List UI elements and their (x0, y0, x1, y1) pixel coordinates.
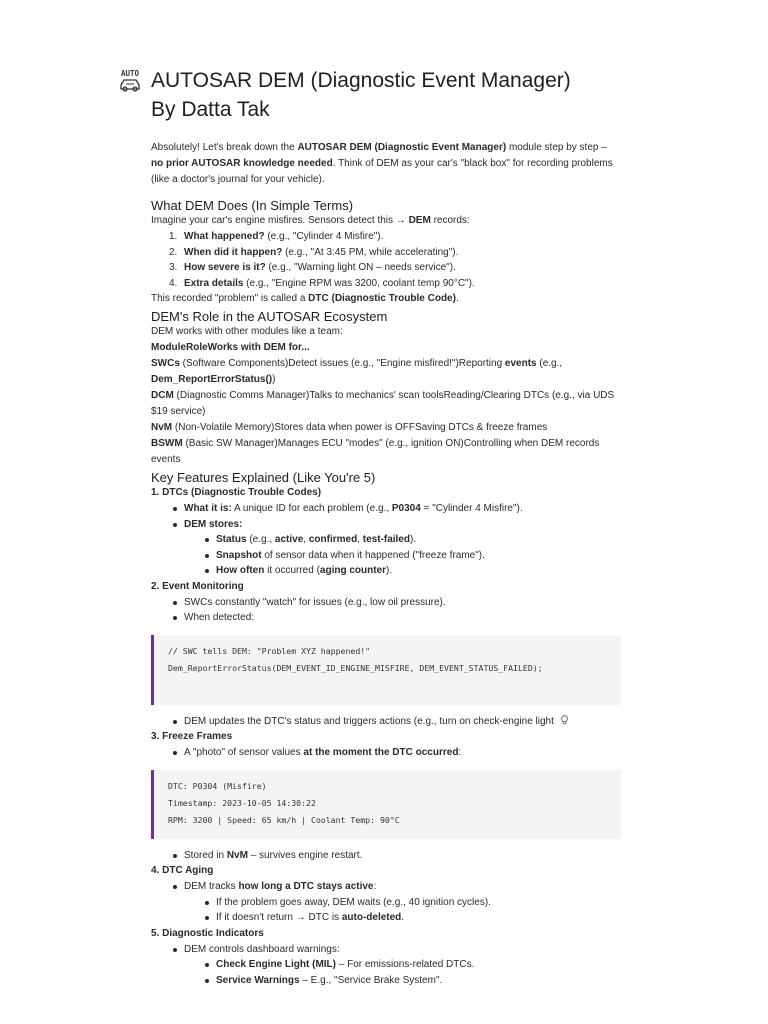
heading-dtc-aging: 4. DTC Aging (151, 865, 214, 876)
page-title: AUTOSAR DEM (Diagnostic Event Manager) By Datta Tak (151, 69, 571, 121)
s2-lead: DEM works with other modules like a team: (151, 326, 343, 337)
list-item: DEM controls dashboard warnings: (151, 942, 621, 958)
event-monitoring-list-2 (151, 714, 621, 730)
list-item: When detected: (151, 610, 621, 626)
module-row-dcm: DCM (Diagnostic Comms Manager)Talks to mechanics' scan toolsReading/Clearing DTCs (e.g., via UDS $19 service) (151, 390, 615, 417)
dem-stores-list (183, 532, 621, 579)
module-table-header: ModuleRoleWorks with DEM for... (151, 342, 310, 353)
dtc-list (151, 501, 621, 532)
intro-paragraph: Absolutely! Let's break down the AUTOSAR DEM (Diagnostic Event Manager) module step by step – no prior AUTOSAR knowledge needed. Think of DEM as your car's "black box" for recording problems (like a doctor's journal for your vehicle). (151, 142, 613, 185)
code-block-freeze-frame[interactable]: DTC: P0304 (Misfire) Timestamp: 2023-10-05 14:30:22 RPM: 3200 | Speed: 65 km/h | Coolant Temp: 90°C (151, 770, 621, 839)
list-item: 1. What happened? (e.g., "Cylinder 4 Misfire"). (169, 231, 384, 242)
list-item: If the problem goes away, DEM waits (e.g., 40 ignition cycles). (183, 895, 621, 911)
module-row-bswm: BSWM (Basic SW Manager)Manages ECU "modes" (e.g., ignition ON)Controlling when DEM records events (151, 438, 600, 465)
list-item: What it is: A unique ID for each problem (e.g., P0304 = "Cylinder 4 Misfire"). (151, 501, 621, 517)
auto-icon-label: AUTO (120, 69, 140, 78)
heading-key-features: Key Features Explained (Like You're 5) (151, 470, 376, 485)
list-item: If it doesn't return → DTC is auto-deleted. (183, 910, 621, 926)
lightbulb-icon (560, 715, 569, 725)
list-item: How often it occurred (aging counter). (183, 563, 621, 579)
heading-freeze-frames: 3. Freeze Frames (151, 731, 233, 742)
dtc-aging-sublist (183, 895, 621, 926)
list-item: Service Warnings – E.g., "Service Brake System". (183, 973, 621, 989)
list-item: Check Engine Light (MIL) – For emissions-related DTCs. (183, 957, 621, 973)
heading-dem-role: DEM's Role in the AUTOSAR Ecosystem (151, 309, 388, 324)
list-item: A "photo" of sensor values at the moment the DTC occurred: (151, 745, 621, 761)
title-block (120, 66, 621, 124)
code-block-report-error[interactable]: // SWC tells DEM: "Problem XYZ happened!" Dem_ReportErrorStatus(DEM_EVENT_ID_ENGINE_MISFIRE, DEM_EVENT_STATUS_FAILED); (151, 635, 621, 705)
heading-dtcs: 1. DTCs (Diagnostic Trouble Codes) (151, 487, 322, 498)
module-row-swcs: SWCs (Software Components)Detect issues (e.g., "Engine misfired!")Reporting events (e.g., Dem_ReportErrorStatus()) (151, 358, 563, 385)
heading-what-dem-does: What DEM Does (In Simple Terms) (151, 198, 354, 213)
list-item: SWCs constantly "watch" for issues (e.g., low oil pressure). (151, 595, 621, 611)
freeze-frames-list-2 (151, 848, 621, 864)
heading-event-monitoring: 2. Event Monitoring (151, 580, 244, 592)
list-item: 4. Extra details (e.g., "Engine RPM was 3200, coolant temp 90°C"). (169, 277, 475, 289)
diagnostic-indicators-sublist (183, 957, 621, 988)
module-row-nvm: NvM (Non-Volatile Memory)Stores data when power is OFFSaving DTCs & freeze frames (151, 422, 548, 433)
list-item: 3. How severe is it? (e.g., "Warning light ON – needs service"). (169, 262, 456, 273)
what-dem-records-list (151, 229, 621, 291)
s1-lead: Imagine your car's engine misfires. Sensors detect this → DEM records: (151, 215, 470, 226)
diagnostic-indicators-list (151, 942, 621, 958)
auto-car-icon (116, 68, 144, 96)
list-item: Snapshot of sensor data when it happened ("freeze frame"). (183, 548, 621, 564)
dtc-aging-list (151, 879, 621, 895)
list-item: DEM updates the DTC's status and triggers actions (e.g., turn on check-engine light (151, 714, 621, 730)
list-item: DEM stores: (151, 517, 621, 533)
list-item: DEM tracks how long a DTC stays active: (151, 879, 621, 895)
list-item: Stored in NvM – survives engine restart. (151, 848, 621, 864)
event-monitoring-list (151, 595, 621, 626)
list-item: 2. When did it happen? (e.g., "At 3:45 PM, while accelerating"). (169, 246, 459, 258)
s1-tail: This recorded "problem" is called a DTC (Diagnostic Trouble Code). (151, 293, 459, 304)
freeze-frames-list (151, 745, 621, 761)
heading-diagnostic-indicators: 5. Diagnostic Indicators (151, 927, 264, 939)
document-page (120, 66, 621, 988)
list-item: Status (e.g., active, confirmed, test-failed). (183, 532, 621, 548)
